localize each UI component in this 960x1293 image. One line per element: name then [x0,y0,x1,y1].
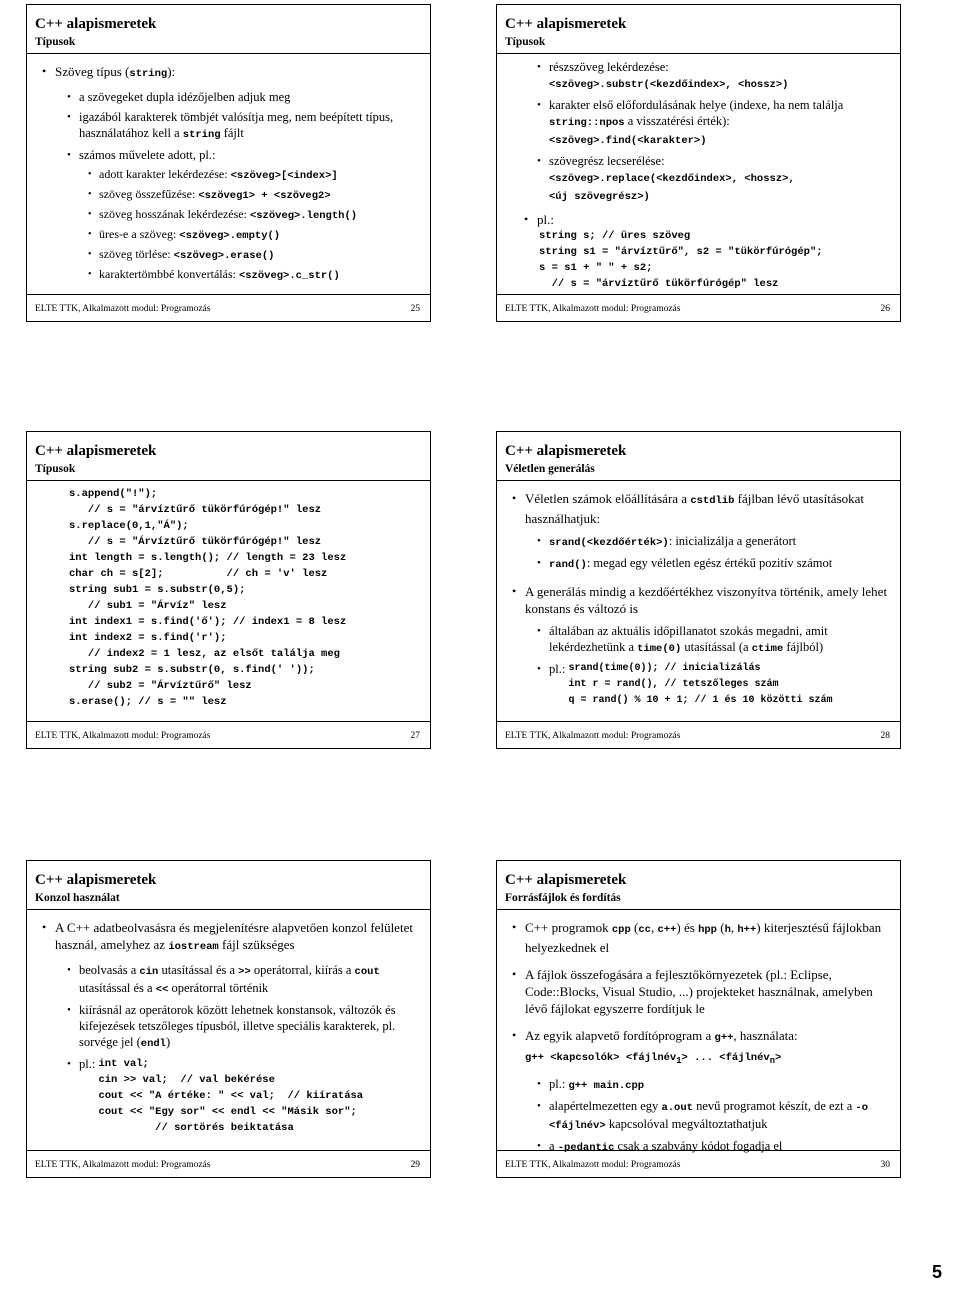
code-line: s.append("!"); [69,488,158,500]
code-line: s = s1 + " " + s2; [539,262,653,274]
footer-divider [27,1150,430,1151]
code-line: string sub2 = s.substr(0, s.find(' ')); [69,664,315,676]
code-line: srand(time(0)); // inicializálás [568,663,761,674]
slide-25 [26,4,431,322]
slide-number: 30 [880,1160,890,1170]
bullet: • a szövegeket dupla idézőjelben adjuk meg [79,89,418,105]
bullet: • Szöveg típus (string): [55,63,418,83]
slide-title: C++ alapismeretek [505,16,627,32]
page-number: 5 [931,1262,942,1282]
code-line: string sub1 = s.substr(0,5); [69,584,246,596]
code-line: // sub1 = "Árvíz" lesz [69,600,227,612]
bullet: • karaktertömbbé konvertálás: <szöveg>.c_str() [99,267,420,284]
bullet: • Az egyik alapvető fordítóprogram a g++, használata: g++ <kapcsolók> <fájlnév$_1$> ... <fájlnév$_n$> [525,1027,888,1070]
code-block [98,1056,363,1136]
bullet: • pl.: [537,211,888,228]
code-line: cout << "A értéke: " << val; // kiíratása [98,1090,364,1102]
bullet: • rand(): megad egy véletlen egész értékű pozitív számot [549,555,888,573]
bullet: • üres-e a szöveg: <szöveg>.empty() [99,227,420,244]
slide-title: C++ alapismeretek [35,443,157,459]
header-divider [497,53,900,54]
code-line: int r = rand(), // tetszőleges szám [568,679,779,690]
slide-subtitle: Forrásfájlok és fordítás [505,892,621,904]
header-divider [497,480,900,481]
bullet: • A C++ adatbeolvasásra és megjelenítésre alapvetően konzol felületet használ, amelyhez az iostream fájl szükséges [55,919,418,956]
bullet: • srand(<kezdőérték>): inicializálja a generátort [549,533,888,551]
bullet: • szövegrész lecserélése: <szöveg>.replace(<kezdőindex>, <hossz>, <új szövegrész>) [549,153,888,205]
slide-subtitle: Típusok [505,36,546,48]
bullet: • Véletlen számok előállítására a cstdlib fájlban lévő utasításokat használhatjuk: [525,490,888,527]
code-line: q = rand() % 10 + 1; // 1 és 10 közötti szám [568,695,833,706]
footer-divider [497,721,900,722]
slide-30 [496,860,901,1178]
bullet: • szöveg hosszának lekérdezése: <szöveg>.length() [99,207,420,224]
code-line: // s = "Árvíztűrő tükörfúrógép!" lesz [69,536,322,548]
bullet: • pl.: srand(time(0)); // inicializálás int r = rand(), // tetszőleges szám q = rand() % 10 + 1; // 1 és 10 közötti szám [549,661,898,709]
code-line: s.replace(0,1,"Á"); [69,520,189,532]
slide-subtitle: Típusok [35,463,76,475]
slide-title: C++ alapismeretek [505,872,627,888]
bullet: • adott karakter lekérdezése: <szöveg>[<index>] [99,167,420,184]
footer-divider [497,294,900,295]
slide-number: 27 [410,731,420,741]
bullet: • igazából karakterek tömbjét valósítja meg, nem beépített típus, használatához kell a string fájlt [79,109,418,143]
bullet: • számos művelete adott, pl.: [79,147,418,163]
bullet: • A generálás mindig a kezdőértékhez viszonyítva történik, amely lehet konstans és változó is [525,583,888,617]
footer-divider [27,294,430,295]
slide-title: C++ alapismeretek [35,872,157,888]
code-line: // sub2 = "Árvíztűrő" lesz [69,680,252,692]
slide-27 [26,431,431,749]
code-line: cin >> val; // val bekérése [98,1074,275,1086]
code-line: string s1 = "árvíztűrő", s2 = "tükörfúrógép"; [539,246,823,258]
code-line: string s; // üres szöveg [539,230,691,242]
code-line: s.erase(); // s = "" lesz [69,696,227,708]
code-line: // sortörés beiktatása [98,1122,294,1134]
header-divider [497,909,900,910]
code-line: int index2 = s.find('r'); [69,632,227,644]
header-divider [27,480,430,481]
bullet: • pl.: int val; cin >> val; // val bekérése cout << "A értéke: " << val; // kiíratása cout << "Egy sor" << endl << "Másik sor"; // sortörés beiktatása [79,1056,418,1136]
slide-subtitle: Véletlen generálás [505,463,595,475]
code-block [69,486,430,710]
code-line: cout << "Egy sor" << endl << "Másik sor"; [98,1106,357,1118]
header-divider [27,909,430,910]
code-line: int length = s.length(); // length = 23 lesz [69,552,347,564]
slide-26 [496,4,901,322]
bullet: • karakter első előfordulásának helye (indexe, ha nem találja string::npos a visszatérési érték): <szöveg>.find(<karakter>) [549,97,888,149]
slide-number: 28 [880,731,890,741]
slide-number: 25 [410,304,420,314]
slide-footer: ELTE TTK, Alkalmazott modul: Programozás 27 [35,724,420,748]
bullet: • C++ programok cpp (cc, c++) és hpp (h, h++) kiterjesztésű fájlokban helyezkednek el [525,919,888,956]
footer-divider [497,1150,900,1151]
slide-footer: ELTE TTK, Alkalmazott modul: Programozás 28 [505,724,890,748]
slide-subtitle: Típusok [35,36,76,48]
bullet: • kiírásnál az operátorok között lehetnek konstansok, változók és kifejezések tetszőleges típusból, illetve speciális karakterek, pl. sorvége jel (endl) [79,1002,418,1052]
slide-title: C++ alapismeretek [505,443,627,459]
code-line: int val; [98,1058,149,1070]
code-line: // s = "árvíztűrő tükörfúrógép" lesz [539,278,779,290]
slide-footer: ELTE TTK, Alkalmazott modul: Programozás 26 [505,297,890,321]
code-line: // index2 = 1 lesz, az elsőt találja meg [69,648,340,660]
bullet: • beolvasás a cin utasítással és a >> operátorral, kiírás a cout utasítással és a << operátorral történik [79,962,418,998]
code-line: char ch = s[2]; // ch = 'v' lesz [69,568,328,580]
bullet: • a -pedantic csak a szabvány kódot fogadja el [549,1138,888,1156]
slide-subtitle: Konzol használat [35,892,120,904]
bullet: • részszöveg lekérdezése: <szöveg>.substr(<kezdőindex>, <hossz>) [549,59,888,93]
footer-divider [27,721,430,722]
bullet: • pl.: g++ main.cpp [549,1076,888,1094]
bullet: • A fájlok összefogására a fejlesztőkörnyezetek (pl.: Eclipse, Code::Blocks, Visual Studio, ...) projekteket használnak, amelyben lévő fájlokat egyszerre fordítjuk le [525,966,888,1017]
bullet: • alapértelmezetten egy a.out nevű programot készít, de ezt a -o <fájlnév> kapcsolóval megváltoztathatjuk [549,1098,888,1134]
code-block [539,228,900,292]
bullet: • szöveg törlése: <szöveg>.erase() [99,247,420,264]
code-block [568,661,832,709]
slide-footer: ELTE TTK, Alkalmazott modul: Programozás 29 [35,1153,420,1177]
slide-footer: ELTE TTK, Alkalmazott modul: Programozás 30 [505,1153,890,1177]
slide-footer: ELTE TTK, Alkalmazott modul: Programozás 25 [35,297,420,321]
slide-number: 26 [880,304,890,314]
header-divider [27,53,430,54]
slide-number: 29 [410,1160,420,1170]
code-line: // s = "árvíztűrő tükörfúrógép!" lesz [69,504,322,516]
slide-29 [26,860,431,1178]
bullet: • általában az aktuális időpillanatot szokás megadni, amit lekérdezhetünk a time(0) utasítással (a ctime fájlból) [549,623,888,657]
slide-title: C++ alapismeretek [35,16,157,32]
slide-28 [496,431,901,749]
bullet: • szöveg összefűzése: <szöveg1> + <szöveg2> [99,187,420,204]
code-line: int index1 = s.find('ő'); // index1 = 8 lesz [69,616,347,628]
